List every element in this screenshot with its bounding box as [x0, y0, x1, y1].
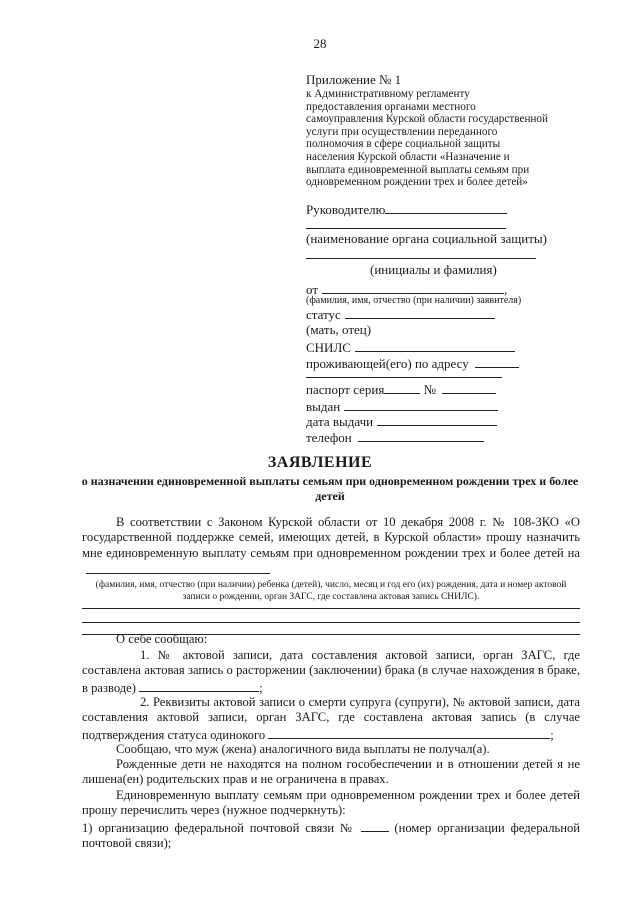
page-number: 28: [313, 36, 327, 51]
paragraph-payment: Единовременную выплату семьям при одновременном рождении трех и более детей прошу перечислить через (нужное подчеркнуть):: [82, 788, 580, 818]
intro-text: В соответствии с Законом Курской области от 10 декабря 2008 г. № 108-ЗКО «О государственной поддержке семей, имеющих детей, в Курской области» прошу назначить мне единовременную выплату семьям при одновременном рождении трех и более детей на: [82, 515, 580, 560]
status-field[interactable]: [345, 306, 495, 319]
children-line-2[interactable]: [82, 622, 580, 623]
appendix-line: услуги при осуществлении переданного: [306, 125, 498, 138]
passport-number-field[interactable]: [442, 381, 496, 394]
phone-field[interactable]: [358, 429, 484, 442]
appendix-line: населения Курской области «Назначение и: [306, 150, 510, 163]
initials-caption: (инициалы и фамилия): [370, 262, 497, 277]
post-caption: (номер организации федеральной почтовой связи);: [82, 821, 580, 851]
paragraph-intro: [82, 515, 580, 579]
passport-series-field[interactable]: [384, 381, 420, 394]
passport-number-label: №: [423, 382, 437, 397]
marriage-field[interactable]: [139, 679, 259, 692]
org-line[interactable]: [306, 228, 506, 229]
document-subtitle: о назначении единовременной выплаты семьям при одновременном рождении трех и более детей: [81, 474, 579, 503]
post-number-field[interactable]: [361, 819, 389, 832]
appendix-block: [306, 72, 548, 189]
snils-label: СНИЛС: [306, 340, 351, 355]
from-field[interactable]: [322, 281, 504, 294]
from-comma: ,: [504, 282, 508, 297]
death-text: 2. Реквизиты актовой записи о смерти супруга (супруги), № актовой записи, дата составления актовой записи, орган ЗАГС, где составлена актовая запись (в случае подтверждения статуса одинокого: [82, 695, 580, 742]
passport-label: паспорт серия: [306, 382, 385, 397]
issued-label: выдан: [306, 399, 341, 414]
appendix-line: к Административному регламенту: [306, 88, 470, 100]
appendix-line: полномочия в сфере социальной защиты: [306, 138, 501, 151]
appendix-line: выплата единовременной выплаты семьям при: [306, 163, 530, 176]
org-caption: (наименование органа социальной защиты): [306, 231, 547, 246]
appendix-line: одновременном рождении трех и более детей»: [306, 176, 528, 189]
passport-row: [306, 381, 496, 398]
snils-field[interactable]: [355, 339, 515, 352]
address-line-2[interactable]: [306, 377, 502, 378]
paragraph-marriage: [82, 648, 580, 696]
phone-label: телефон: [306, 430, 352, 445]
snils-row: [306, 339, 515, 356]
paragraph-death: [82, 695, 580, 743]
appendix-line: Приложение № 1: [306, 72, 402, 87]
paragraph-spouse: Сообщаю, что муж (жена) аналогичного вида выплаты не получал(а).: [116, 742, 490, 756]
address-row: [306, 355, 519, 372]
appendix-line: самоуправления Курской области государственной: [306, 113, 548, 126]
children-line-1[interactable]: [82, 608, 580, 609]
marriage-text: 1. № актовой записи, дата составления актовой записи, орган ЗАГС, где составлена актовая запись о расторжении (заключении) брака (в случае нахождения в браке, в разводе): [82, 648, 580, 695]
status-caption: (мать, отец): [306, 322, 372, 337]
paragraph-children-status: Рожденные дети не находятся на полном гособеспечении и в отношении детей я не лишена(ен) родительских прав и не ограничена в правах.: [82, 757, 580, 787]
children-field[interactable]: [86, 561, 270, 574]
address-field[interactable]: [475, 355, 519, 368]
document-title: ЗАЯВЛЕНИЕ: [267, 454, 373, 471]
status-label: статус: [306, 307, 341, 322]
children-caption: (фамилия, имя, отчество (при наличии) ребенка (детей), число, месяц и год его (их) рождения, дата и номер актовой записи о рождении, орган ЗАГС, где составлена актовая запись СНИЛС).: [95, 580, 567, 602]
appendix-line: предоставления органами местного: [306, 100, 476, 113]
issue-date-field[interactable]: [377, 413, 497, 426]
address-label: проживающей(его) по адресу: [306, 356, 469, 371]
issue-date-row: [306, 413, 497, 430]
head-row: [306, 201, 507, 218]
death-field[interactable]: [268, 726, 550, 739]
head-field[interactable]: [385, 201, 507, 214]
from-label: от: [306, 282, 319, 297]
post-text: 1) организацию федеральной почтовой связи №: [82, 821, 355, 835]
issued-field[interactable]: [344, 398, 498, 411]
death-end: ;: [550, 727, 554, 742]
about-self: О себе сообщаю:: [116, 632, 208, 646]
head-label: Руководителю: [306, 202, 386, 217]
paragraph-post: [82, 819, 580, 852]
marriage-end: ;: [259, 680, 263, 695]
status-row: [306, 306, 495, 323]
phone-row: [306, 429, 484, 446]
issue-date-label: дата выдачи: [306, 414, 374, 429]
initials-line[interactable]: [306, 258, 536, 259]
fio-caption: (фамилия, имя, отчество (при наличии) заявителя): [306, 295, 522, 306]
